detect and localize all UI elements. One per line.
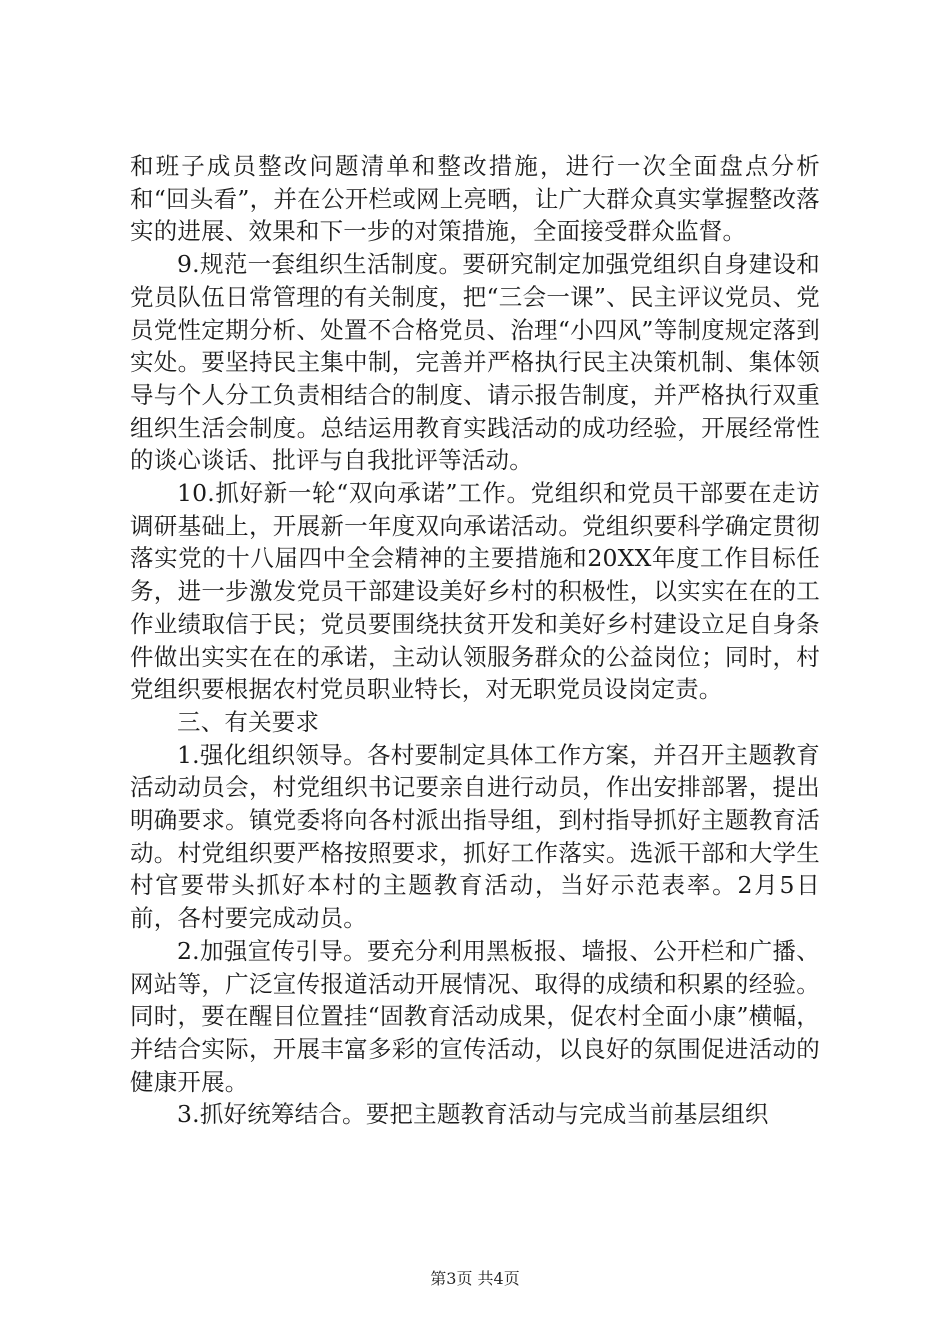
- paragraph-0: 和班子成员整改问题清单和整改措施，进行一次全面盘点分析和“回头看”，并在公开栏或网上亮晒，让广大群众真实掌握整改落实的进展、效果和下一步的对策措施，全面接受群众监督。: [130, 152, 820, 246]
- document-body: [130, 150, 820, 1131]
- paragraph-2: 10.抓好新一轮“双向承诺”工作。党组织和党员干部要在走访调研基础上，开展新一年度双向承诺活动。党组织要科学确定贯彻落实党的十八届四中全会精神的主要措施和20XX年度工作目标任务，进一步激发党员干部建设美好乡村的积极性，以实实在在的工作业绩取信于民；党员要围绕扶贫开发和美好乡村建设立足自身条件做出实实在在的承诺，主动认领服务群众的公益岗位；同时，村党组织要根据农村党员职业特长，对无职党员设岗定责。: [130, 479, 820, 704]
- paragraph-4: 1.强化组织领导。各村要制定具体工作方案，并召开主题教育活动动员会，村党组织书记要亲自进行动员，作出安排部署，提出明确要求。镇党委将向各村派出指导组，到村指导抓好主题教育活动。村党组织要严格按照要求，抓好工作落实。选派干部和大学生村官要带头抓好本村的主题教育活动，当好示范表率。2月5日前，各村要完成动员。: [130, 740, 820, 933]
- paragraph-1: 9.规范一套组织生活制度。要研究制定加强党组织自身建设和党员队伍日常管理的有关制度，把“三会一课”、民主评议党员、党员党性定期分析、处置不合格党员、治理“小四风”等制度规定落到实处。要坚持民主集中制，完善并严格执行民主决策机制、集体领导与个人分工负责相结合的制度、请示报告制度，并严格执行双重组织生活会制度。总结运用教育实践活动的成功经验，开展经常性的谈心谈话、批评与自我批评等活动。: [130, 250, 820, 475]
- paragraph-6: 3.抓好统筹结合。要把主题教育活动与完成当前基层组织: [177, 1100, 769, 1129]
- section-heading: 三、有关要求: [177, 707, 320, 736]
- page-number-footer: 第3页 共4页: [430, 1269, 520, 1288]
- paragraph-5: 2.加强宣传引导。要充分利用黑板报、墙报、公开栏和广播、网站等，广泛宣传报道活动开展情况、取得的成绩和积累的经验。同时，要在醒目位置挂“固教育活动成果，促农村全面小康”横幅，并结合实际，开展丰富多彩的宣传活动，以良好的氛围促进活动的健康开展。: [130, 936, 820, 1096]
